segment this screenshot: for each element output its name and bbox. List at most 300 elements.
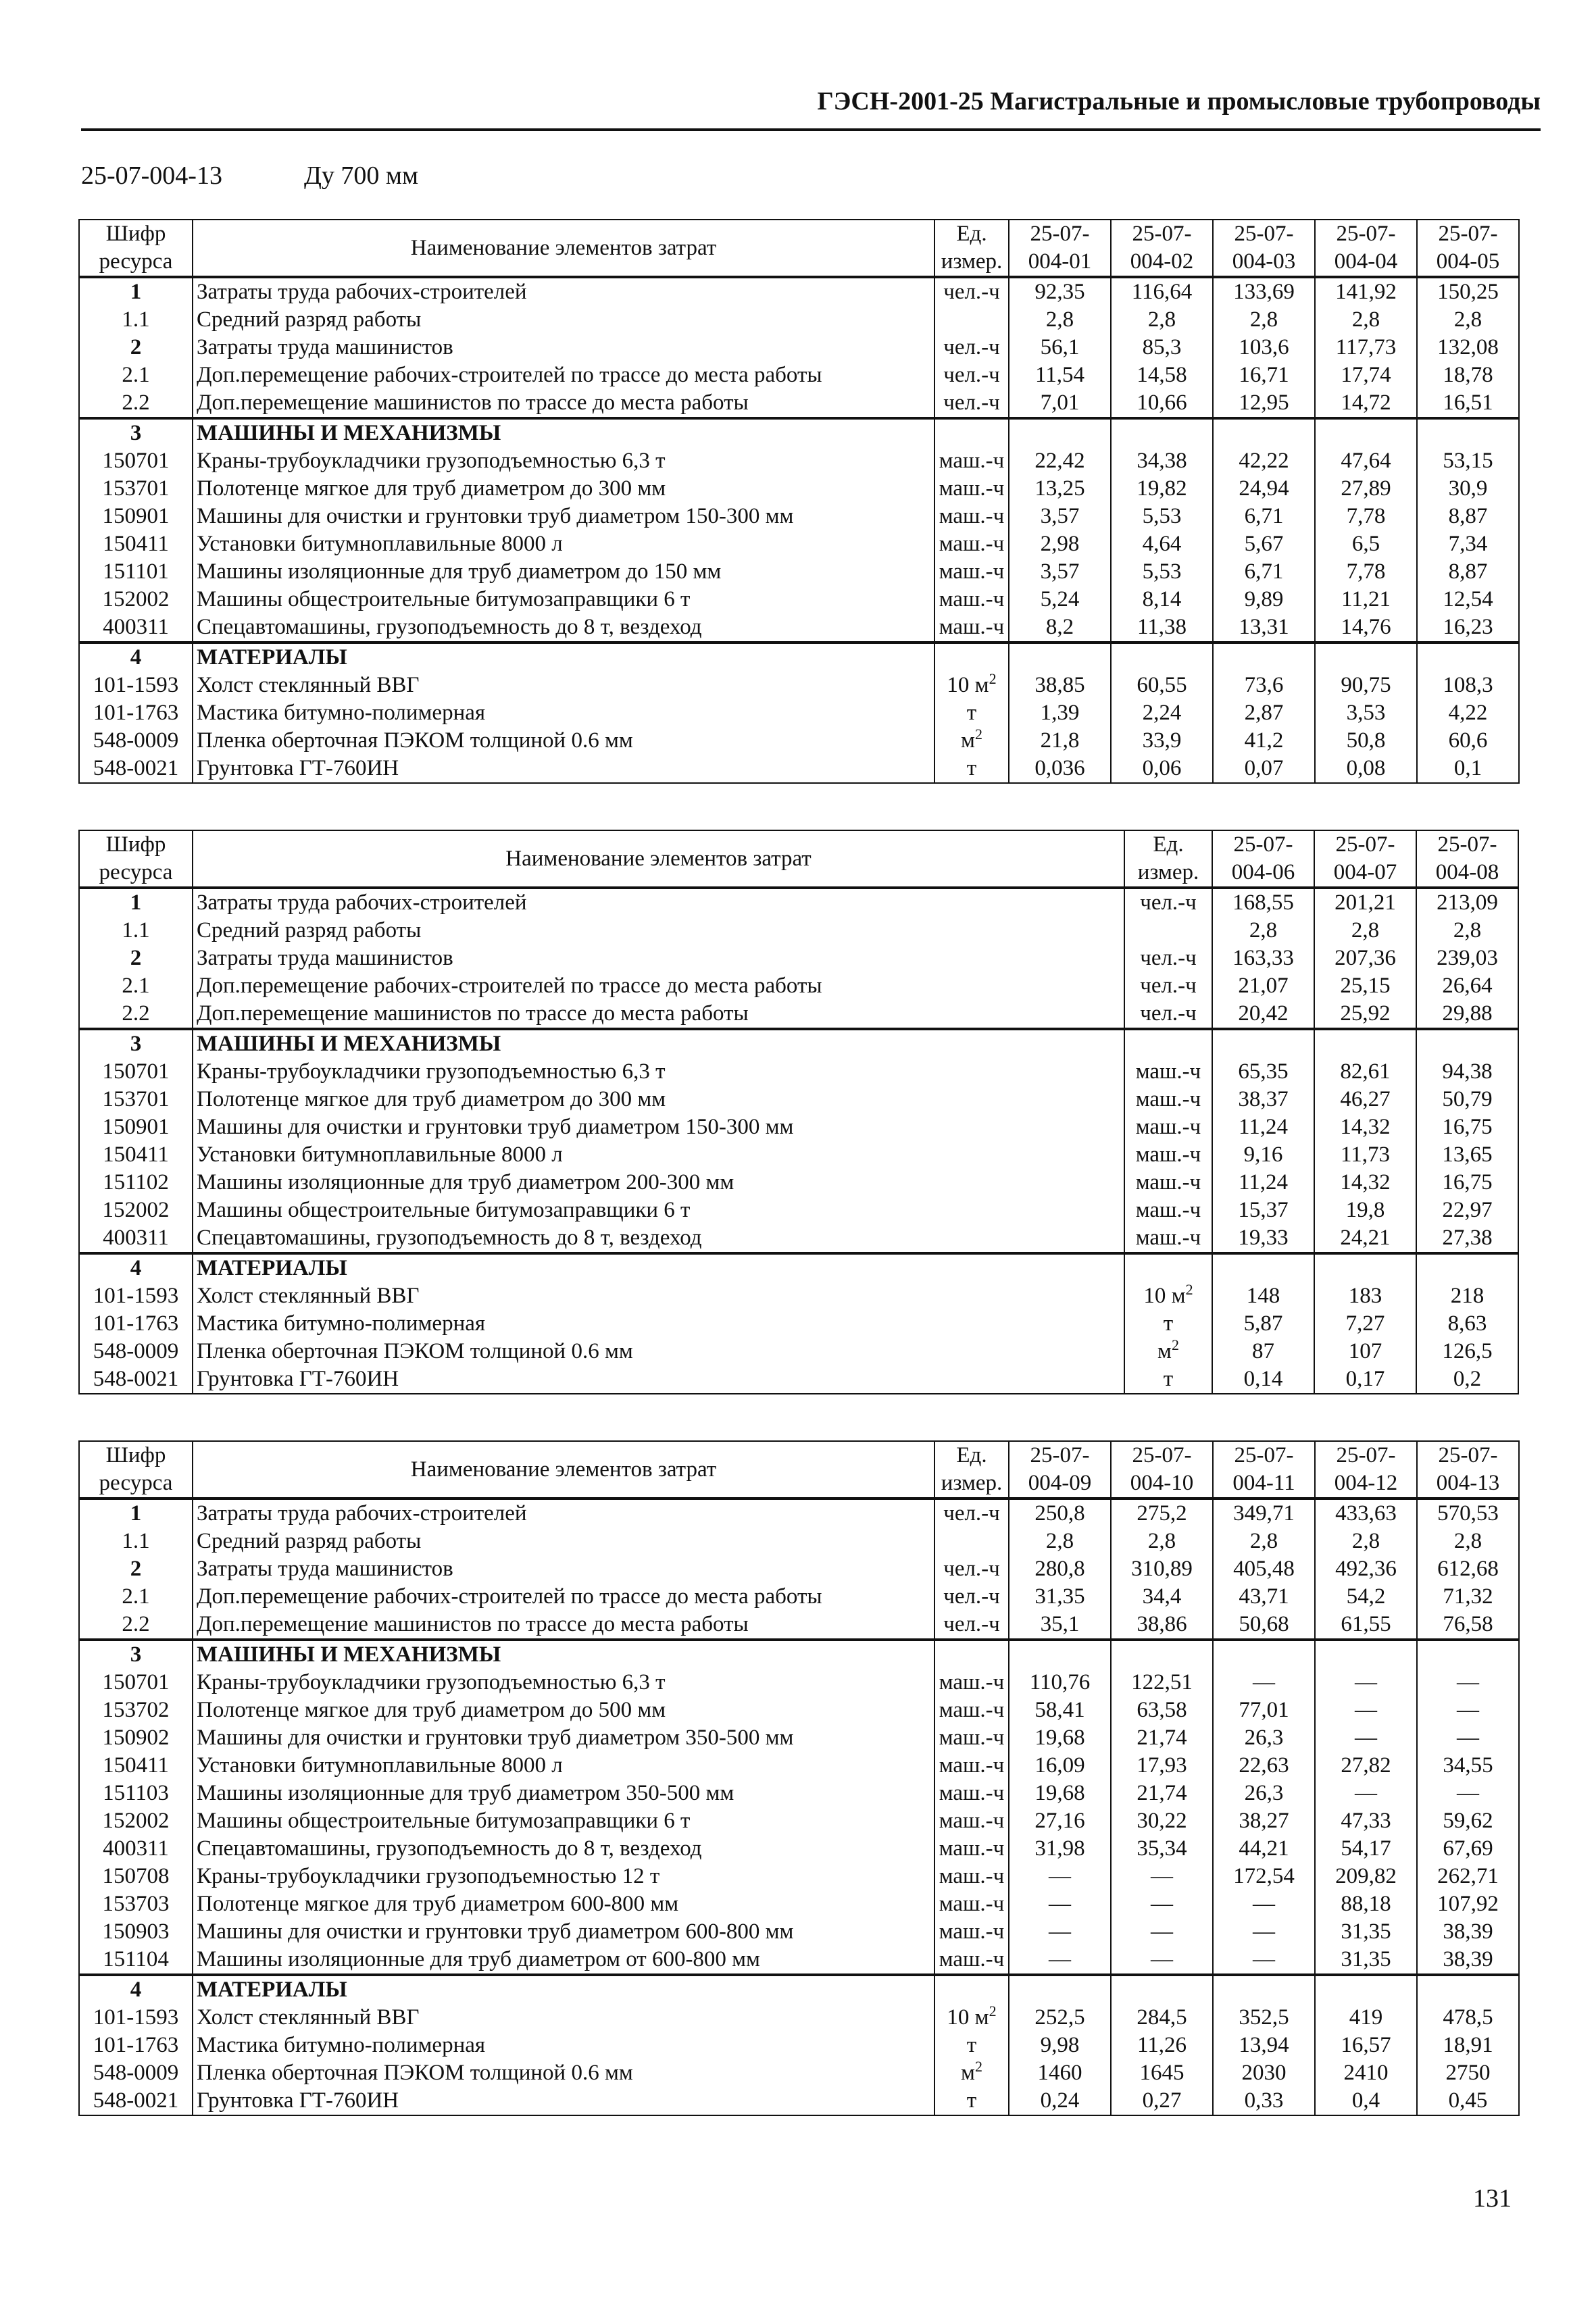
norm-value: 43,71 [1213,1583,1315,1611]
norm-value: 24,21 [1314,1224,1416,1253]
table-row [79,945,1518,972]
norm-value: — [1009,1890,1111,1918]
unit: маш.-ч [934,1696,1009,1724]
norm-value: 0,33 [1213,2087,1315,2115]
norm-value: 9,16 [1212,1141,1314,1169]
norm-value: 2,8 [1416,917,1518,945]
norm-value [1009,643,1111,672]
norm-value: — [1417,1669,1519,1696]
unit [1124,1029,1212,1058]
resource-code: 101-1763 [79,2032,193,2059]
norm-value [1212,1253,1314,1282]
column-header-norm-code: 004-09 [1009,1469,1111,1499]
unit: чел.-ч [934,1611,1009,1640]
norm-value: 116,64 [1111,277,1213,306]
cost-element-name: Средний разряд работы [193,1528,934,1555]
cost-element-name: Краны-трубоукладчики грузоподъемностью 6,3 т [193,447,934,475]
resource-code: 548-0009 [79,2059,193,2087]
table-row [79,1310,1518,1338]
header-row [79,220,1519,248]
norm-value: 35,1 [1009,1611,1111,1640]
norm-value: — [1315,1696,1417,1724]
norm-value: — [1315,1669,1417,1696]
cost-element-name: Машины общестроительные битумозаправщики 6 т [193,1197,1124,1224]
table-row [79,888,1518,917]
norm-value: 7,34 [1417,530,1519,558]
unit: т [934,2032,1009,2059]
norm-value: 284,5 [1111,2004,1213,2032]
norm-value: 31,35 [1315,1946,1417,1975]
norm-value [1315,418,1417,447]
unit: маш.-ч [934,1890,1009,1918]
unit: 10 $м^2$ [934,2004,1009,2032]
norm-value: 2,8 [1315,306,1417,334]
resource-code: 101-1593 [79,672,193,699]
resource-table-2 [78,830,1519,1394]
norm-value: 492,36 [1315,1555,1417,1583]
norm-value: 7,78 [1315,503,1417,530]
column-header-norm-code: 004-08 [1416,859,1518,888]
norm-value: — [1009,1918,1111,1946]
resource-code: 101-1763 [79,1310,193,1338]
cost-element-name: Затраты труда рабочих-строителей [193,1499,934,1528]
norm-value: 1645 [1111,2059,1213,2087]
norm-value: 132,08 [1417,334,1519,361]
table-row [79,2087,1519,2115]
norm-value: 85,3 [1111,334,1213,361]
cost-element-name: Доп.перемещение рабочих-строителей по трассе до места работы [193,972,1124,1000]
unit: маш.-ч [1124,1169,1212,1197]
resource-code: 150701 [79,1058,193,1086]
norm-value: — [1417,1780,1519,1807]
cost-element-name: Мастика битумно-полимерная [193,2032,934,2059]
norm-value: 61,55 [1315,1611,1417,1640]
norm-value: 22,97 [1416,1197,1518,1224]
resource-code: 2 [79,334,193,361]
norm-value: 117,73 [1315,334,1417,361]
resource-code: 3 [79,1029,193,1058]
norm-value: 3,57 [1009,503,1111,530]
cost-element-name: Доп.перемещение машинистов по трассе до места работы [193,1611,934,1640]
table-row [79,389,1519,418]
unit: т [934,699,1009,727]
norm-value: 2,8 [1111,1528,1213,1555]
column-header-unit: Ед. [934,220,1009,248]
table-row [79,1282,1518,1310]
column-header-norm-code: 25-07- [1111,1441,1213,1469]
column-header-unit: измер. [934,1469,1009,1499]
resource-code: 150902 [79,1724,193,1752]
norm-value: 122,51 [1111,1669,1213,1696]
table-row [79,1113,1518,1141]
norm-value: 14,76 [1315,613,1417,643]
resource-code: 1.1 [79,1528,193,1555]
norm-value: 25,15 [1314,972,1416,1000]
norm-value: 21,74 [1111,1724,1213,1752]
unit: маш.-ч [934,1780,1009,1807]
norm-value: 2,8 [1213,1528,1315,1555]
resource-code: 150901 [79,503,193,530]
norm-value: 150,25 [1417,277,1519,306]
norm-value: 38,85 [1009,672,1111,699]
norm-value: 0,07 [1213,755,1315,783]
norm-value: 13,25 [1009,475,1111,503]
column-header-norm-code: 004-02 [1111,248,1213,277]
norm-value: 478,5 [1417,2004,1519,2032]
norm-value: 0,2 [1416,1365,1518,1394]
norm-value: 0,45 [1417,2087,1519,2115]
column-header-norm-code: 004-07 [1314,859,1416,888]
norm-value: 20,42 [1212,1000,1314,1029]
norm-value: 4,22 [1417,699,1519,727]
table-code: 25-07-004-13 [81,161,222,190]
norm-value: — [1111,1918,1213,1946]
norm-value: 16,71 [1213,361,1315,389]
resource-code: 2.1 [79,1583,193,1611]
page-header [81,86,1541,131]
cost-element-name: Машины общестроительные битумозаправщики 6 т [193,586,934,613]
unit: чел.-ч [1124,888,1212,917]
norm-value: 2,8 [1212,917,1314,945]
cost-element-name: Затраты труда машинистов [193,1555,934,1583]
norm-value: 71,32 [1417,1583,1519,1611]
table-row [79,1946,1519,1975]
unit: чел.-ч [1124,945,1212,972]
resource-code: 1.1 [79,917,193,945]
cost-element-name: Мастика битумно-полимерная [193,699,934,727]
table-row [79,418,1519,447]
norm-value: 108,3 [1417,672,1519,699]
norm-value: 16,75 [1416,1113,1518,1141]
norm-value: 2,8 [1314,917,1416,945]
header-row [79,830,1518,859]
table-row [79,2004,1519,2032]
norm-value: 54,2 [1315,1583,1417,1611]
norm-value: 148 [1212,1282,1314,1310]
resource-code: 150411 [79,530,193,558]
cost-element-name: Машины изоляционные для труб диаметром от 600-800 мм [193,1946,934,1975]
norm-value: 352,5 [1213,2004,1315,2032]
norm-value: 2,8 [1213,306,1315,334]
norm-value [1009,418,1111,447]
norm-value: 183 [1314,1282,1416,1310]
resource-code: 1 [79,277,193,306]
table-row [79,643,1519,672]
norm-value: 31,35 [1315,1918,1417,1946]
unit: маш.-ч [1124,1113,1212,1141]
header-row [79,1441,1519,1469]
cost-element-name: Полотенце мягкое для труб диаметром до 300 мм [193,475,934,503]
norm-value: 570,53 [1417,1499,1519,1528]
table-row [79,1086,1518,1113]
cost-element-name: Затраты труда рабочих-строителей [193,277,934,306]
unit [934,306,1009,334]
resource-code: 3 [79,1640,193,1669]
norm-value: 19,82 [1111,475,1213,503]
norm-value: 7,78 [1315,558,1417,586]
table-row [79,1583,1519,1611]
column-header-norm-code: 004-03 [1213,248,1315,277]
table-row [79,1499,1519,1528]
norm-value: 0,24 [1009,2087,1111,2115]
resource-code: 150411 [79,1141,193,1169]
norm-value [1417,418,1519,447]
norm-value: 0,08 [1315,755,1417,783]
resource-code: 101-1593 [79,2004,193,2032]
norm-value [1009,1640,1111,1669]
norm-value: 31,35 [1009,1583,1111,1611]
table-row [79,1528,1519,1555]
cost-element-name: Спецавтомашины, грузоподъемность до 8 т, вездеход [193,613,934,643]
norm-value: 38,37 [1212,1086,1314,1113]
table-row [79,1640,1519,1669]
norm-value: 30,9 [1417,475,1519,503]
norm-value: 107,92 [1417,1890,1519,1918]
cost-element-name: Машины для очистки и грунтовки труб диаметром 600-800 мм [193,1918,934,1946]
norm-value: 3,57 [1009,558,1111,586]
norm-value [1111,1640,1213,1669]
norm-value: 8,63 [1416,1310,1518,1338]
norm-value [1417,1640,1519,1669]
table-row [79,2059,1519,2087]
resource-code: 548-0021 [79,755,193,783]
norm-value: 405,48 [1213,1555,1315,1583]
column-header-code: ресурса [79,1469,193,1499]
norm-value: 2,24 [1111,699,1213,727]
norm-value: 7,01 [1009,389,1111,418]
resource-code: 150903 [79,1918,193,1946]
unit: т [1124,1310,1212,1338]
norm-value: 10,66 [1111,389,1213,418]
unit: маш.-ч [934,558,1009,586]
cost-element-name: Пленка оберточная ПЭКОМ толщиной 0.6 мм [193,2059,934,2087]
norm-value: 2,8 [1417,1528,1519,1555]
norm-value: 16,57 [1315,2032,1417,2059]
resource-code: 4 [79,1975,193,2004]
norm-value: 38,27 [1213,1807,1315,1835]
norm-value [1315,1640,1417,1669]
resource-code: 151104 [79,1946,193,1975]
unit: чел.-ч [934,389,1009,418]
norm-value: 38,86 [1111,1611,1213,1640]
norm-value: 250,8 [1009,1499,1111,1528]
cost-element-name: Полотенце мягкое для труб диаметром до 500 мм [193,1696,934,1724]
norm-value: — [1213,1890,1315,1918]
norm-value: 19,68 [1009,1780,1111,1807]
unit: маш.-ч [1124,1224,1212,1253]
norm-value: 47,64 [1315,447,1417,475]
norm-value: 2030 [1213,2059,1315,2087]
resource-code: 2.1 [79,361,193,389]
norm-value: 90,75 [1315,672,1417,699]
unit: чел.-ч [1124,972,1212,1000]
column-header-norm-code: 25-07- [1213,220,1315,248]
norm-value: 11,54 [1009,361,1111,389]
table-row [79,1141,1518,1169]
table-row [79,361,1519,389]
norm-value: 34,55 [1417,1752,1519,1780]
resource-code: 150701 [79,1669,193,1696]
norm-value: 11,73 [1314,1141,1416,1169]
norm-value [1212,1029,1314,1058]
norm-value: 0,14 [1212,1365,1314,1394]
column-header-code: ресурса [79,248,193,277]
norm-value: 17,93 [1111,1752,1213,1780]
cost-element-name: Краны-трубоукладчики грузоподъемностью 12 т [193,1863,934,1890]
column-header-norm-code: 004-04 [1315,248,1417,277]
norm-value: 612,68 [1417,1555,1519,1583]
norm-value: 44,21 [1213,1835,1315,1863]
norm-value: 27,16 [1009,1807,1111,1835]
table-row [79,447,1519,475]
norm-value: 34,38 [1111,447,1213,475]
cost-element-name: Полотенце мягкое для труб диаметром 600-800 мм [193,1890,934,1918]
column-header-norm-code: 004-10 [1111,1469,1213,1499]
norm-value: 87 [1212,1338,1314,1365]
norm-value: 21,74 [1111,1780,1213,1807]
norm-value: — [1009,1946,1111,1975]
diameter-label: Ду 700 мм [304,161,419,190]
resource-code: 152002 [79,586,193,613]
norm-value: 2,8 [1315,1528,1417,1555]
norm-value: 7,27 [1314,1310,1416,1338]
table-row [79,1780,1519,1807]
column-header-unit: измер. [1124,859,1212,888]
column-header-code: Шифр [79,830,193,859]
resource-code: 2 [79,1555,193,1583]
norm-value: 12,54 [1417,586,1519,613]
norm-value [1315,1975,1417,2004]
norm-value: 16,75 [1416,1169,1518,1197]
norm-value [1314,1029,1416,1058]
norm-value: 419 [1315,2004,1417,2032]
unit: чел.-ч [934,361,1009,389]
resource-code: 400311 [79,613,193,643]
resource-code: 1.1 [79,306,193,334]
norm-value: 1,39 [1009,699,1111,727]
norm-value: 2,8 [1417,306,1519,334]
resource-code: 150708 [79,1863,193,1890]
norm-value: 63,58 [1111,1696,1213,1724]
unit: т [934,2087,1009,2115]
table-row [79,672,1519,699]
norm-value: 58,41 [1009,1696,1111,1724]
norm-value: 25,92 [1314,1000,1416,1029]
cost-element-name: Холст стеклянный ВВГ [193,672,934,699]
norm-value: 31,98 [1009,1835,1111,1863]
norm-value: 280,8 [1009,1555,1111,1583]
resource-code: 400311 [79,1224,193,1253]
column-header-norm-code: 25-07- [1315,1441,1417,1469]
norm-value: 5,53 [1111,503,1213,530]
resource-code: 4 [79,643,193,672]
norm-value: 201,21 [1314,888,1416,917]
norm-value: 218 [1416,1282,1518,1310]
unit [934,418,1009,447]
table-row [79,1807,1519,1835]
norm-value: 76,58 [1417,1611,1519,1640]
unit: чел.-ч [934,1499,1009,1528]
page-title: ГЭСН-2001-25 Магистральные и промысловые трубопроводы [817,87,1541,116]
cost-element-name: Спецавтомашины, грузоподъемность до 8 т, вездеход [193,1224,1124,1253]
norm-value: 209,82 [1315,1863,1417,1890]
norm-value: 275,2 [1111,1499,1213,1528]
norm-value [1417,1975,1519,2004]
cost-element-name: Спецавтомашины, грузоподъемность до 8 т, вездеход [193,1835,934,1863]
norm-value: 5,67 [1213,530,1315,558]
norm-value: 262,71 [1417,1863,1519,1890]
norm-value: 27,89 [1315,475,1417,503]
column-header-name: Наименование элементов затрат [193,220,934,277]
norm-value: 0,06 [1111,755,1213,783]
cost-element-name: Краны-трубоукладчики грузоподъемностью 6,3 т [193,1058,1124,1086]
norm-value: 16,23 [1417,613,1519,643]
norm-value: 73,6 [1213,672,1315,699]
norm-value: 107 [1314,1338,1416,1365]
cost-element-name: Установки битумноплавильные 8000 л [193,1141,1124,1169]
norm-value: 50,8 [1315,727,1417,755]
unit: маш.-ч [934,475,1009,503]
table-row [79,1890,1519,1918]
column-header-norm-code: 25-07- [1213,1441,1315,1469]
unit: маш.-ч [934,586,1009,613]
unit: маш.-ч [934,1724,1009,1752]
resource-code: 2.2 [79,1000,193,1029]
column-header-norm-code: 004-06 [1212,859,1314,888]
norm-value: 53,15 [1417,447,1519,475]
cost-element-name: Машины для очистки и грунтовки труб диаметром 150-300 мм [193,503,934,530]
unit: 10 $м^2$ [1124,1282,1212,1310]
unit: маш.-ч [934,1863,1009,1890]
norm-value: 22,42 [1009,447,1111,475]
norm-value: 17,74 [1315,361,1417,389]
norm-value: 126,5 [1416,1338,1518,1365]
resource-code: 151103 [79,1780,193,1807]
unit: чел.-ч [934,334,1009,361]
table-row [79,1669,1519,1696]
unit: маш.-ч [1124,1197,1212,1224]
column-header-norm-code: 25-07- [1315,220,1417,248]
norm-value: 3,53 [1315,699,1417,727]
unit: т [934,755,1009,783]
norm-value: 8,14 [1111,586,1213,613]
norm-value: 11,38 [1111,613,1213,643]
table-row [79,1975,1519,2004]
column-header-unit: Ед. [1124,830,1212,859]
norm-value: 8,87 [1417,558,1519,586]
column-header-norm-code: 004-11 [1213,1469,1315,1499]
norm-value: — [1111,1946,1213,1975]
cost-element-name: МАШИНЫ И МЕХАНИЗМЫ [193,418,934,447]
resource-code: 2.1 [79,972,193,1000]
norm-value [1314,1253,1416,1282]
norm-value: 8,2 [1009,613,1111,643]
norm-value: 77,01 [1213,1696,1315,1724]
norm-value: 9,89 [1213,586,1315,613]
norm-value: 65,35 [1212,1058,1314,1086]
norm-value: 13,65 [1416,1141,1518,1169]
norm-value: 41,2 [1213,727,1315,755]
unit: маш.-ч [934,1669,1009,1696]
unit: чел.-ч [934,1583,1009,1611]
table-row [79,1338,1518,1365]
norm-value: 26,3 [1213,1780,1315,1807]
norm-value: 349,71 [1213,1499,1315,1528]
table-row [79,1029,1518,1058]
norm-value: 50,68 [1213,1611,1315,1640]
column-header-norm-code: 25-07- [1417,220,1519,248]
norm-value: 54,17 [1315,1835,1417,1863]
